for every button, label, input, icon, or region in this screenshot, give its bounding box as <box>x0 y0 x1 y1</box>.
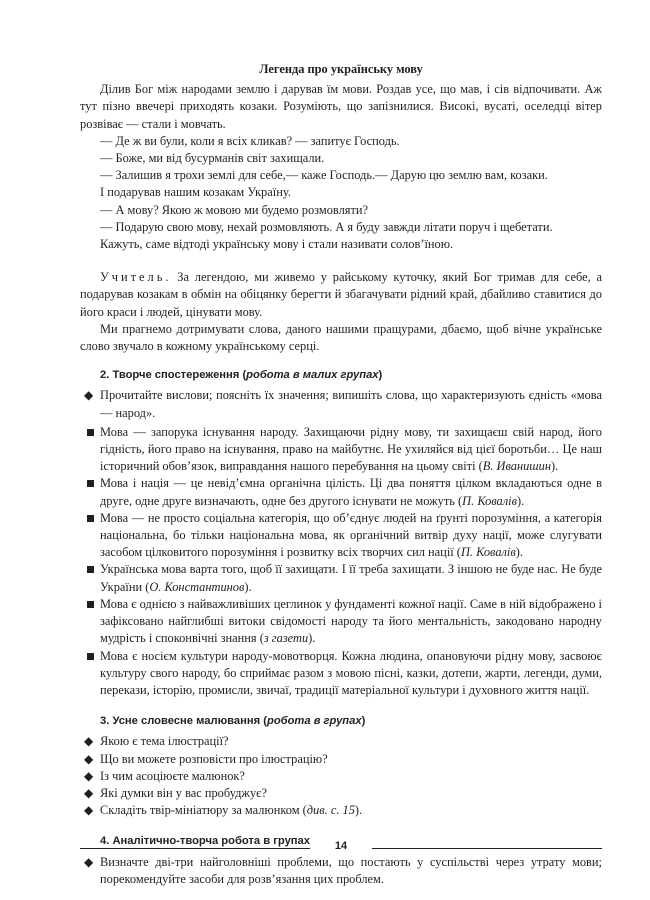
quote-item: Українська мова варта того, щоб її захищати. І її треба захищати. З іншою не буде нас. Не буде України (О. Константинов). <box>80 561 602 595</box>
quote-item: Мова є носієм культури народу-мовотворця. Кожна людина, опановуючи рідну мову, засвоює культуру свого народу, бо сприймає разом з мовою пісні, казки, дотепи, жарти, легенди, думи, перекази, історію, промисли, звичаї, традиції матеріальної культури і духовного життя нації. <box>80 648 602 700</box>
teacher-text: За легендою, ми живемо у райському куточку, який Бог тримав для себе, а подарував козакам в обмін на обіцянку берегти й збагачувати рідний край, дбайливо ставитися до його краси і людей, цінувати мову. <box>80 270 602 319</box>
section-4-item: ◆ Визначте дві-три найголовніші проблеми, що постають у суспільстві через утрату мови; порекомендуйте засоби для розв’язання цих проблем. <box>84 854 602 886</box>
section-3-item: ◆ Складіть твір-мініатюру за малюнком (див. с. 15). <box>80 802 602 819</box>
legend-paragraph-5: І подарував нашим козакам Україну. <box>100 185 291 200</box>
teacher-speaker: Учитель. <box>100 270 172 285</box>
legend-paragraph-1: Ділив Бог між народами землю і дарував їм мови. Роздав усе, що мав, і сів відпочивати. Аж тут пізно ввечері приходять козаки. Розуміють, що запізнилися. Високі, вусаті, оселедці вітер розвіває — стали і мовчать. <box>80 82 602 131</box>
quote-item: Мова є однією з найважливіших цеглинок у фундаменті кожної нації. Саме в ній відображено і зафіксовано найглибші витоки свідомості народу та його ментальність, закодовано народну мудрість і споконвічні знання (з газети). <box>80 596 602 648</box>
footer-divider-right <box>372 848 602 849</box>
legend-title: Легенда про українську мову <box>259 62 423 76</box>
square-bullet-icon <box>87 429 94 436</box>
square-bullet-icon <box>87 653 94 660</box>
legend-paragraph-2: — Де ж ви були, коли я всіх кликав? — запитує Господь. <box>100 133 400 148</box>
section-3-heading: 3. Усне словесне малювання (робота в групах) <box>100 715 366 728</box>
section-3-item: ◆ Із чим асоціюєте малюнок? <box>80 768 602 785</box>
legend-paragraph-4: — Залишив я трохи землі для себе,— каже Господь.— Дарую цю землю вам, козаки. <box>100 168 548 183</box>
square-bullet-icon <box>87 515 94 522</box>
diamond-bullet-icon: ◆ <box>84 785 94 800</box>
diamond-bullet-icon: ◆ <box>84 751 94 766</box>
page-number: 14 <box>334 840 348 852</box>
teacher-paragraph-2: Ми прагнемо дотримувати слова, даного нашими пращурами, дбаємо, щоб вічне українське слово звучало в кожному українському серці. <box>80 321 602 354</box>
legend-paragraph-3: — Боже, ми від бусурманів світ захищали. <box>100 151 325 166</box>
section-2-task: ◆ Прочитайте вислови; поясніть їх значення; випишіть слова, що характеризують єдність «мова — народ». <box>84 388 602 420</box>
page-footer <box>80 840 602 854</box>
diamond-bullet-icon: ◆ <box>84 388 94 403</box>
section-3-item: ◆ Які думки він у вас пробуджує? <box>80 785 602 802</box>
legend-paragraph-8: Кажуть, саме відтоді українську мову і стали називати солов’їною. <box>100 237 454 252</box>
page-content <box>80 61 602 888</box>
square-bullet-icon <box>87 601 94 608</box>
diamond-bullet-icon: ◆ <box>84 768 94 783</box>
diamond-bullet-icon: ◆ <box>84 734 94 749</box>
section-2-heading: 2. Творче спостереження (робота в малих групах) <box>100 369 383 382</box>
section-3-item: ◆ Що ви можете розповісти про ілюстрацію? <box>80 751 602 768</box>
section-4-heading: 4. Аналітично-творча робота в групах <box>100 835 310 848</box>
quote-item: Мова — не просто соціальна категорія, що об’єднує людей на ґрунті порозуміння, а категорія національна, бо тільки національна мова, як органічний витвір духу нації, може слугувати засобом цілковитого порозуміння і розвитку всіх творчих сил нації (П. Ковалів). <box>80 510 602 562</box>
section-3-item: ◆ Якою є тема ілюстрації? <box>80 733 602 750</box>
diamond-bullet-icon: ◆ <box>84 803 94 818</box>
quote-item: Мова і нація — це невід’ємна органічна цілість. Ці два поняття цілком вкладаються одне в друге, одне друге визначають, одне без другого існувати не можуть (П. Ковалів). <box>80 475 602 509</box>
quote-item: Мова — запорука існування народу. Захищаючи рідну мову, ти захищаєш свій народ, його гідність, його право на існування, право на майбутнє. Не ухиляйся від цієї боротьби… Це наш історичний обов’язок, виправдання нашого перебування на цьому світі (В. Иванишин). <box>80 424 602 476</box>
legend-paragraph-7: — Подарую свою мову, нехай розмовляють. А я буду завжди літати поруч і щебетати. <box>100 219 553 234</box>
teacher-paragraph <box>80 269 602 321</box>
square-bullet-icon <box>87 480 94 487</box>
diamond-bullet-icon: ◆ <box>84 854 94 869</box>
square-bullet-icon <box>87 566 94 573</box>
legend-paragraph-6: — А мову? Якою ж мовою ми будемо розмовляти? <box>100 202 369 217</box>
